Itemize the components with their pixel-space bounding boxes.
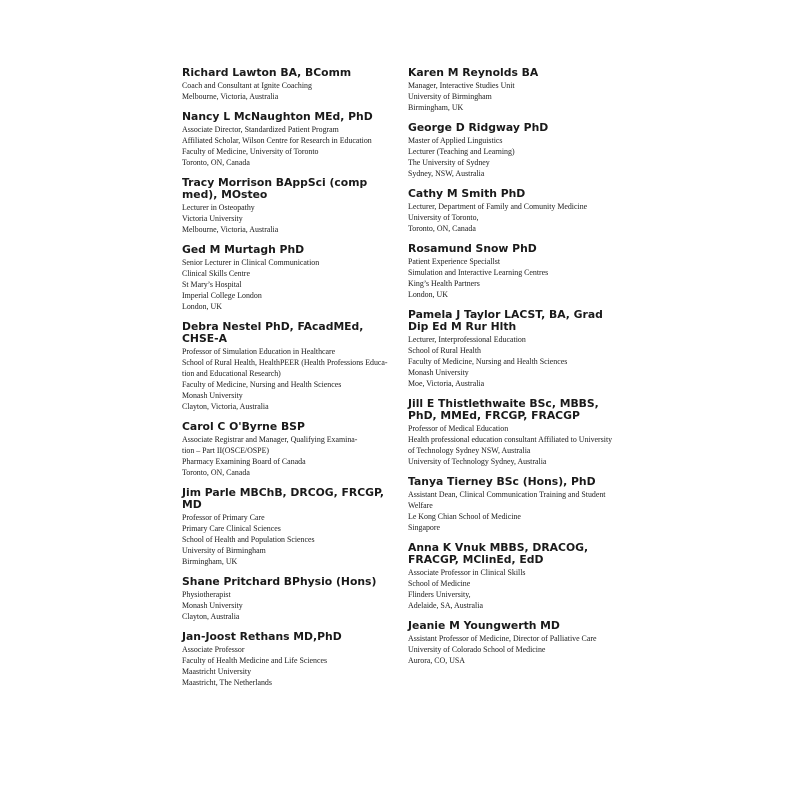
contributor-affiliation-line: Monash University — [408, 368, 469, 377]
contributor-affiliation-line: tion and Educational Research) — [182, 369, 281, 378]
contributor-affiliation-line: Monash University — [182, 601, 243, 610]
contributor-entry — [408, 243, 623, 300]
contributor-name: Tracy Morrison BAppSci (comp med), MOsteo — [182, 176, 368, 201]
contributor-name: Jim Parle MBChB, DRCOG, FRCGP, MD — [182, 486, 385, 511]
contributor-affiliation-line: School of Medicine — [408, 579, 471, 588]
contributor-affiliation-line: Imperial College London — [182, 291, 262, 300]
contributor-name: Anna K Vnuk MBBS, DRACOG, FRACGP, MClinEd, EdD — [408, 541, 589, 566]
contributor-affiliation-line: Clayton, Victoria, Australia — [182, 402, 269, 411]
contributor-affiliation-line: Melbourne, Victoria, Australia — [182, 225, 279, 234]
contributor-affiliation-line: Maastricht, The Netherlands — [182, 678, 272, 687]
contributor-affiliation-line: University of Technology Sydney, Australia — [408, 457, 547, 466]
contributor-affiliation-line: Birmingham, UK — [182, 557, 238, 566]
contributor-affiliation-line: The University of Sydney — [408, 158, 490, 167]
contributor-entry — [182, 67, 397, 102]
contributor-entry — [182, 177, 397, 235]
contributor-entry — [408, 398, 623, 467]
contributor-affiliation-line: University of Toronto, — [408, 213, 479, 222]
contributor-entry — [408, 620, 623, 666]
contributor-affiliation-line: Health professional education consultant Affiliated to University — [408, 435, 613, 444]
contributors-column-left — [182, 67, 397, 697]
contributor-affiliation-line: Professor of Medical Education — [408, 424, 509, 433]
contributor-affiliation-line: School of Rural Health, HealthPEER (Health Professions Educa- — [182, 358, 388, 367]
contributor-affiliation-line: Victoria University — [182, 214, 243, 223]
contributor-entry — [182, 421, 397, 478]
contributor-entry — [408, 188, 623, 234]
contributor-name: Shane Pritchard BPhysio (Hons) — [182, 575, 377, 588]
contributor-affiliation-line: Associate Professor in Clinical Skills — [408, 568, 526, 577]
contributor-affiliation-line: University of Birmingham — [408, 92, 492, 101]
contributor-affiliation-line: Adelaide, SA, Australia — [408, 601, 483, 610]
contributor-affiliation-line: Lecturer in Osteopathy — [182, 203, 255, 212]
contributor-name: Pamela J Taylor LACST, BA, Grad Dip Ed M Rur Hlth — [408, 308, 603, 333]
contributor-name: Jeanie M Youngwerth MD — [408, 619, 560, 632]
contributor-affiliation-line: School of Health and Population Sciences — [182, 535, 315, 544]
contributor-affiliation-line: Faculty of Medicine, Nursing and Health Sciences — [182, 380, 342, 389]
contributor-affiliation-line: Coach and Consultant at Ignite Coaching — [182, 81, 312, 90]
contributor-affiliation-line: Flinders University, — [408, 590, 471, 599]
contributor-name: Debra Nestel PhD, FAcadMEd, CHSE-A — [182, 320, 364, 345]
contributor-entry — [182, 631, 397, 688]
contributor-affiliation-line: Manager, Interactive Studies Unit — [408, 81, 515, 90]
contributor-affiliation-line: tion – Part II(OSCE/OSPE) — [182, 446, 270, 455]
contributor-affiliation-line: Assistant Professor of Medicine, Director of Palliative Care — [408, 634, 597, 643]
contributor-affiliation-line: Toronto, ON, Canada — [182, 468, 250, 477]
contributor-name: Rosamund Snow PhD — [408, 242, 537, 255]
contributor-name: Ged M Murtagh PhD — [182, 243, 305, 256]
contributor-entry — [408, 542, 623, 611]
contributor-affiliation-line: Lecturer (Teaching and Learning) — [408, 147, 515, 156]
contributor-name: Richard Lawton BA, BComm — [182, 66, 352, 79]
contributor-name: Tanya Tierney BSc (Hons), PhD — [408, 475, 596, 488]
contributor-affiliation-line: Welfare — [408, 501, 433, 510]
contributor-affiliation-line: Toronto, ON, Canada — [408, 224, 476, 233]
contributor-affiliation-line: Senior Lecturer in Clinical Communication — [182, 258, 320, 267]
contributor-affiliation-line: Toronto, ON, Canada — [182, 158, 250, 167]
contributor-entry — [408, 67, 623, 113]
contributor-affiliation-line: Clayton, Australia — [182, 612, 240, 621]
contributor-entry — [408, 309, 623, 389]
contributor-entry — [408, 476, 623, 533]
contributors-column-right — [408, 67, 623, 675]
contributor-affiliation-line: Physiotherapist — [182, 590, 231, 599]
contributor-affiliation-line: Primary Care Clinical Sciences — [182, 524, 281, 533]
contributor-affiliation-line: Faculty of Health Medicine and Life Sciences — [182, 656, 328, 665]
contributor-name: George D Ridgway PhD — [408, 121, 549, 134]
contributor-affiliation-line: London, UK — [182, 302, 222, 311]
contributor-affiliation-line: St Mary’s Hospital — [182, 280, 242, 289]
contributor-affiliation-line: Faculty of Medicine, Nursing and Health Sciences — [408, 357, 568, 366]
contributor-affiliation-line: Clinical Skills Centre — [182, 269, 250, 278]
contributor-affiliation-line: Moe, Victoria, Australia — [408, 379, 485, 388]
contributor-name: Cathy M Smith PhD — [408, 187, 526, 200]
contributor-affiliation-line: Professor of Simulation Education in Healthcare — [182, 347, 336, 356]
contributor-affiliation-line: Singapore — [408, 523, 440, 532]
contributor-affiliation-line: School of Rural Health — [408, 346, 481, 355]
contributor-affiliation-line: Birmingham, UK — [408, 103, 464, 112]
contributor-affiliation-line: Aurora, CO, USA — [408, 656, 465, 665]
contributor-affiliation-line: Lecturer, Department of Family and Comunity Medicine — [408, 202, 588, 211]
contributor-affiliation-line: Master of Applied Linguistics — [408, 136, 503, 145]
contributor-affiliation-line: Simulation and Interactive Learning Centres — [408, 268, 549, 277]
contributor-entry — [182, 576, 397, 622]
contributor-affiliation-line: Associate Professor — [182, 645, 245, 654]
contributor-affiliation-line: Lecturer, Interprofessional Education — [408, 335, 526, 344]
contributor-affiliation-line: London, UK — [408, 290, 448, 299]
contributor-entry — [182, 244, 397, 312]
contributor-affiliation-line: Le Kong Chian School of Medicine — [408, 512, 521, 521]
contributor-entry — [182, 487, 397, 567]
contributor-entry — [182, 111, 397, 168]
contributor-name: Jill E Thistlethwaite BSc, MBBS, PhD, MMEd, FRCGP, FRACGP — [408, 397, 599, 422]
contributor-affiliation-line: Pharmacy Examining Board of Canada — [182, 457, 306, 466]
contributor-name: Jan-Joost Rethans MD,PhD — [182, 630, 342, 643]
contributor-affiliation-line: Affiliated Scholar, Wilson Centre for Research in Education — [182, 136, 372, 145]
contributor-affiliation-line: University of Colorado School of Medicine — [408, 645, 546, 654]
contributor-affiliation-line: Sydney, NSW, Australia — [408, 169, 485, 178]
contributor-affiliation-line: Maastricht University — [182, 667, 252, 676]
contributor-affiliation-line: Patient Experience Speciallst — [408, 257, 501, 266]
contributor-name: Nancy L McNaughton MEd, PhD — [182, 110, 373, 123]
contributor-name: Carol C O'Byrne BSP — [182, 420, 305, 433]
contributor-affiliation-line: Monash University — [182, 391, 243, 400]
contributor-affiliation-line: Assistant Dean, Clinical Communication Training and Student — [408, 490, 606, 499]
contributor-affiliation-line: King’s Health Partners — [408, 279, 480, 288]
contributor-entry — [182, 321, 397, 412]
contributor-affiliation-line: Melbourne, Victoria, Australia — [182, 92, 279, 101]
contributor-affiliation-line: of Technology Sydney NSW, Australia — [408, 446, 531, 455]
contributor-entry — [408, 122, 623, 179]
contributor-affiliation-line: Faculty of Medicine, University of Toronto — [182, 147, 319, 156]
contributor-affiliation-line: Associate Director, Standardized Patient Program — [182, 125, 339, 134]
contributor-affiliation-line: University of Birmingham — [182, 546, 266, 555]
contributor-affiliation-line: Associate Registrar and Manager, Qualifying Examina- — [182, 435, 358, 444]
contributor-name: Karen M Reynolds BA — [408, 66, 539, 79]
contributor-affiliation-line: Professor of Primary Care — [182, 513, 265, 522]
